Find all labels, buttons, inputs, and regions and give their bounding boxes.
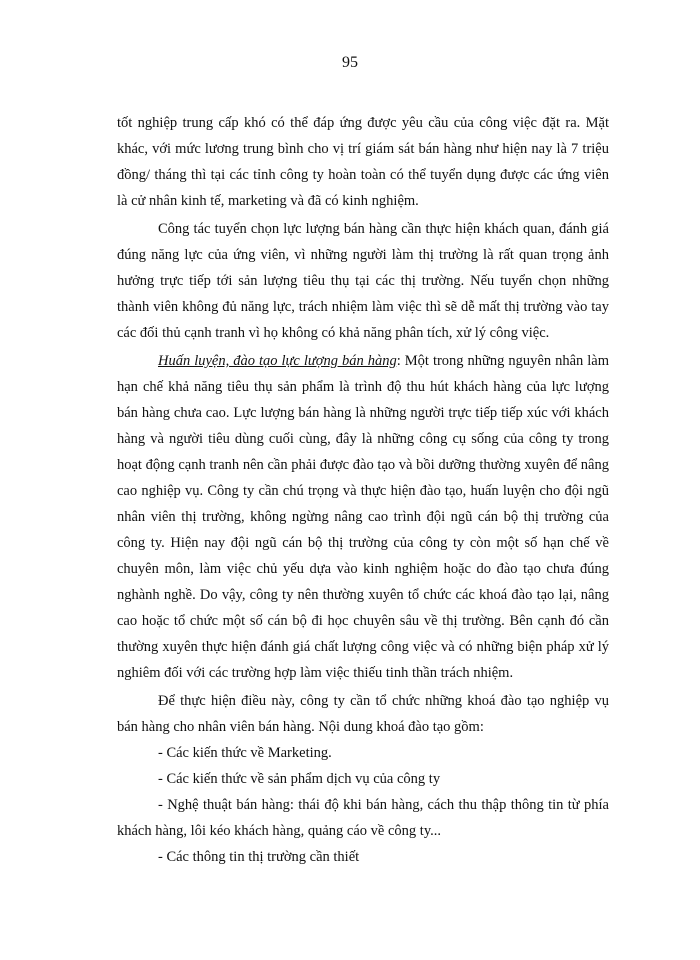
document-body [117, 110, 609, 870]
list-item: - Các kiến thức về sản phẩm dịch vụ của công ty [158, 771, 441, 787]
paragraph-1: tốt nghiệp trung cấp khó có thể đáp ứng được yêu cầu của công việc đặt ra. Mặt khác, với mức lương trung bình cho vị trí giám sát bán hàng như hiện nay là 7 triệu đồng/ tháng thì tại các tỉnh công ty hoàn toàn có thể tuyển dụng được các ứng viên là cử nhân kinh tế, marketing và đã có kinh nghiệm. [117, 115, 609, 209]
paragraph-3-body: : Một trong những nguyên nhân làm hạn chế khả năng tiêu thụ sản phẩm là trình độ thu hút khách hàng của lực lượng bán hàng chưa cao. Lực lượng bán hàng là những người trực tiếp tiếp xúc với khách hàng và người tiêu dùng cuối cùng, đây là những công cụ sống của công ty trong hoạt động cạnh tranh nên cần phải được đào tạo và bồi dưỡng thường xuyên để nâng cao nghiệp vụ. Công ty cần chú trọng và thực hiện đào tạo, huấn luyện cho đội ngũ nhân viên thị trường, không ngừng nâng cao trình đội ngũ cán bộ thị trường của công ty. Hiện nay đội ngũ cán bộ thị trường của công ty còn một số hạn chế về chuyên môn, làm việc chủ yếu dựa vào kinh nghiệm hoặc do đào tạo chưa đúng nghành nghề. Do vậy, công ty nên thường xuyên tổ chức các khoá đào tạo lại, nâng cao hoặc tổ chức một số cán bộ đi học chuyên sâu về thị trường. Bên cạnh đó cần thường xuyên thực hiện đánh giá chất lượng công việc và có những biện pháp xử lý nghiêm đối với các trường hợp làm việc thiếu tinh thần trách nhiệm. [117, 353, 609, 681]
paragraph-4: Để thực hiện điều này, công ty cần tổ chức những khoá đào tạo nghiệp vụ bán hàng cho nhân viên bán hàng. Nội dung khoá đào tạo gồm: [117, 693, 609, 735]
list-item: - Các thông tin thị trường cần thiết [158, 849, 360, 865]
list-item: - Các kiến thức về Marketing. [158, 745, 332, 761]
paragraph-2: Công tác tuyển chọn lực lượng bán hàng cần thực hiện khách quan, đánh giá đúng năng lực của ứng viên, vì những người làm thị trường là rất quan trọng ảnh hưởng trực tiếp tới sản lượng tiêu thụ tại các thị trường. Nếu tuyển chọn những thành viên không đủ năng lực, trách nhiệm làm việc thì sẽ dễ mất thị trường vào tay các đối thủ cạnh tranh vì họ không có khả năng phân tích, xử lý công việc. [117, 221, 609, 341]
section-heading-training: Huấn luyện, đào tạo lực lượng bán hàng [158, 353, 397, 369]
list-item: - Nghệ thuật bán hàng: thái độ khi bán hàng, cách thu thập thông tin từ phía khách hàng, lôi kéo khách hàng, quảng cáo về công ty... [117, 797, 609, 839]
paragraph-3 [117, 348, 609, 686]
page-number: 95 [342, 54, 358, 71]
